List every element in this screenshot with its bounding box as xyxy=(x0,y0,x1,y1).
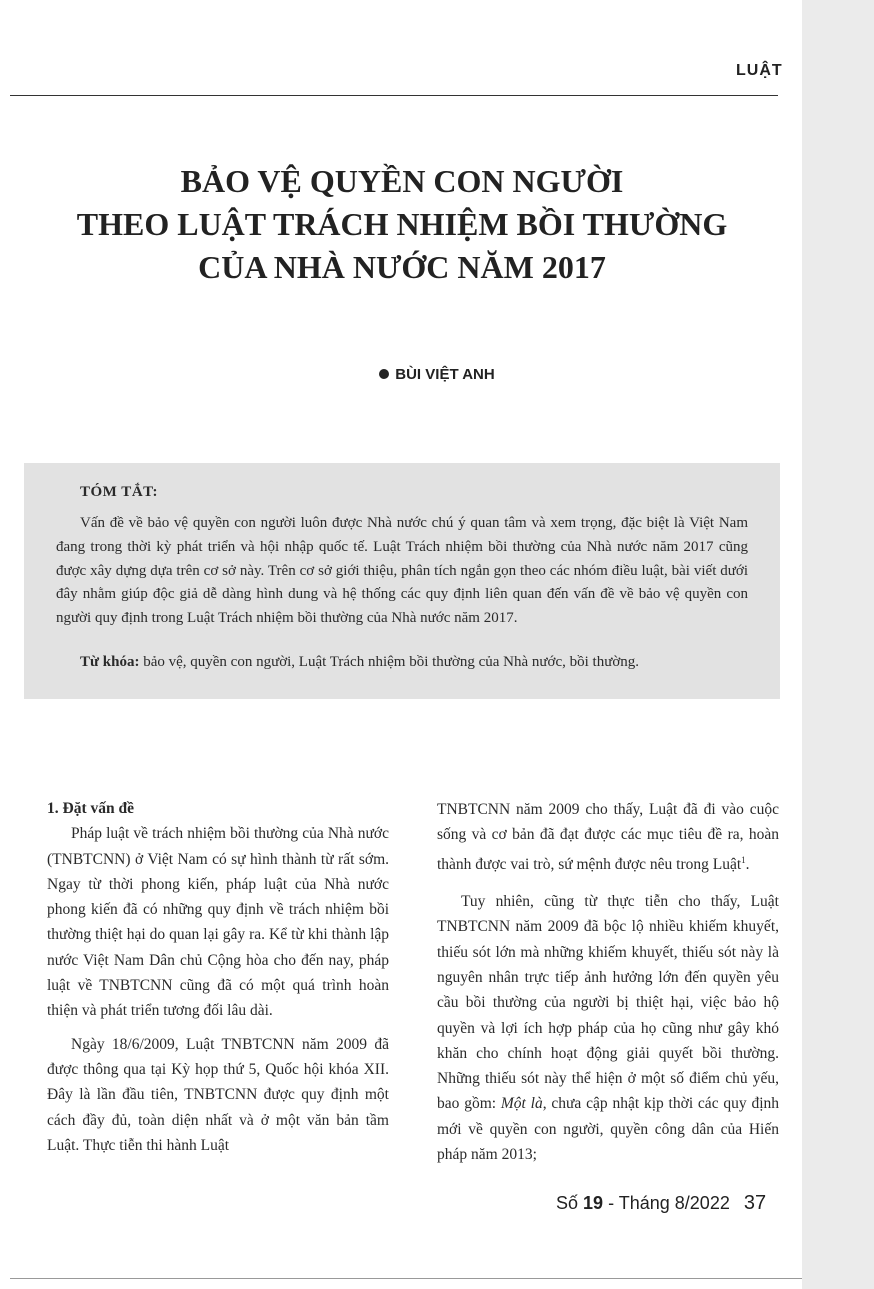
body-paragraph xyxy=(437,797,779,877)
body-column-right xyxy=(437,797,779,1167)
body-paragraph: Ngày 18/6/2009, Luật TNBTCNN năm 2009 đã được thông qua tại Kỳ họp thứ 5, Quốc hội khóa XII. Đây là lần đầu tiên, TNBTCNN được quy định một cách đầy đủ, toàn diện nhất và ở một văn bản tầm Luật. Thực tiễn thi hành Luật xyxy=(47,1035,389,1154)
section-label: LUẬT xyxy=(736,62,783,79)
bullet-icon xyxy=(379,369,389,379)
page-number: 37 xyxy=(743,1192,767,1214)
abstract-box xyxy=(24,463,780,699)
paragraph-text: Tuy nhiên, cũng từ thực tiễn cho thấy, Luật TNBTCNN năm 2009 đã bộc lộ nhiều khiếm khuyết, thiếu sót lớn mà những khiếm khuyết, thiếu sót này là nguyên nhân trực tiếp ảnh hưởng lớn đến quyền yêu cầu bồi thường của người bị thiệt hại, việc bảo hộ quyền và lợi ích hợp pháp của họ cũng như gây khó khăn cho chính hoạt động giải quyết bồi thường. Những thiếu sót này thể hiện ở một số điểm chủ yếu, bao gồm: xyxy=(437,893,779,1113)
issue-label: Số xyxy=(556,1193,579,1213)
paragraph-text: , chưa cập nhật kịp thời các quy định mới về quyền con người, quyền công dân của Hiến pháp năm 2013; xyxy=(437,1095,779,1164)
keywords-text: bảo vệ, quyền con người, Luật Trách nhiệm bồi thường của Nhà nước, bồi thường. xyxy=(143,654,640,670)
article-title xyxy=(40,160,764,289)
bottom-rule xyxy=(10,1278,802,1279)
abstract-text xyxy=(56,512,748,631)
title-line-3: CỦA NHÀ NƯỚC NĂM 2017 xyxy=(198,249,606,285)
author-name: BÙI VIỆT ANH xyxy=(395,366,495,383)
page-footer xyxy=(556,1192,766,1215)
header-rule xyxy=(10,95,778,96)
section-heading: 1. Đặt vấn đề xyxy=(47,800,134,817)
title-line-2: THEO LUẬT TRÁCH NHIỆM BỒI THƯỜNG xyxy=(76,206,728,242)
paragraph-text: TNBTCNN năm 2009 cho thấy, Luật đã đi vào cuộc sống và cơ bản đã đạt được các mục tiêu đề ra, hoàn thành được vai trò, sứ mệnh được nêu trong Luật xyxy=(437,801,779,873)
footnote-marker[interactable]: 1 xyxy=(741,854,746,865)
body-paragraph: Pháp luật về trách nhiệm bồi thường của Nhà nước (TNBTCNN) ở Việt Nam có sự hình thành từ rất sớm. Ngay từ thời phong kiến, pháp luật của Nhà nước phong kiến đã có những quy định về trách nhiệm bồi thường thiệt hại do quan lại gây ra. Kể từ khi thành lập nước Việt Nam Dân chủ Cộng hòa cho đến nay, pháp luật về TNBTCNN cũng đã có một quá trình hoàn thiện và phát triển tương đối lâu dài. xyxy=(47,825,389,1020)
issue-number: 19 xyxy=(583,1193,604,1213)
abstract-keywords xyxy=(80,654,760,671)
page-edge-strip xyxy=(802,0,874,1289)
abstract-heading: TÓM TẮT: xyxy=(80,484,159,500)
paragraph-italic: Một là xyxy=(500,1095,543,1113)
body-paragraph xyxy=(437,889,779,1167)
keywords-label: Từ khóa: xyxy=(80,654,140,670)
abstract-paragraph: Vấn đề về bảo vệ quyền con người luôn được Nhà nước chú ý quan tâm và xem trọng, đặc biệt là Việt Nam đang trong thời kỳ phát triển và hội nhập quốc tế. Luật Trách nhiệm bồi thường của Nhà nước năm 2017 cũng được xây dựng dựa trên cơ sở này. Trên cơ sở giới thiệu, phân tích ngắn gọn theo các nhóm điều luật, bài viết dưới đây nhằm giúp độc giả dễ dàng hình dung và hệ thống các quy định liên quan đến vấn đề về bảo vệ quyền con người quy định trong Luật Trách nhiệm bồi thường của Nhà nước năm 2017. xyxy=(56,515,748,627)
paragraph-text-end: . xyxy=(745,855,750,873)
issue-month: Tháng 8/2022 xyxy=(618,1193,730,1213)
body-column-left xyxy=(47,796,389,1158)
title-line-1: BẢO VỆ QUYỀN CON NGƯỜI xyxy=(180,163,624,199)
author-byline xyxy=(0,366,874,383)
footer-separator: - xyxy=(603,1193,619,1213)
